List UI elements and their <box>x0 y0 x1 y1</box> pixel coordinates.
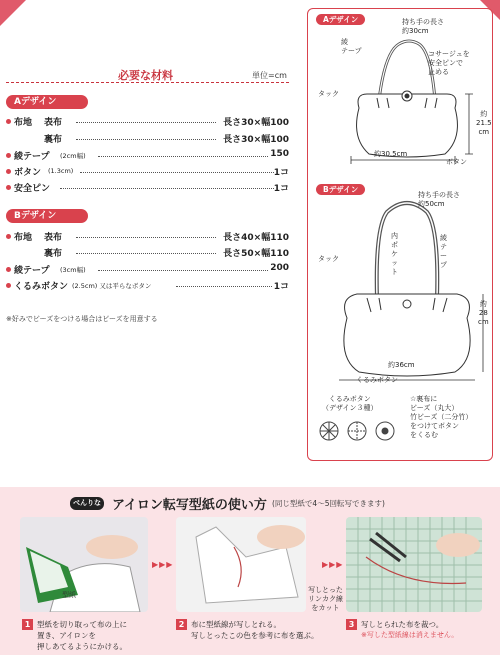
diagram-a-ribbon: 綾 テープ <box>341 38 362 55</box>
diagram-a-button: ボタン <box>446 158 467 166</box>
diagram-b-label: Bデザイン <box>316 184 365 195</box>
diagram-a-height: 約 21.5 cm <box>476 110 492 136</box>
bullet-icon <box>6 234 11 239</box>
material-row: 綾テープ (2cm幅) 150 <box>6 149 289 162</box>
material-row: 布地 表布 長さ40×幅110 <box>6 230 289 243</box>
step-3-note: ※写した型紙線は消えません。 <box>361 631 459 639</box>
materials-title: 必要な材料 <box>118 69 173 82</box>
title-rule <box>6 82 289 83</box>
diagram-a-handle: 持ち手の長さ 約30cm <box>402 18 444 35</box>
diagram-b-height: 約 28 cm <box>478 300 489 326</box>
material-row: 安全ピン 1コ <box>6 181 289 194</box>
material-row: 綾テープ (3cm幅) 200 <box>6 263 289 276</box>
arrow-icon: ▶▶▶ <box>152 560 174 569</box>
diagram-b-tuck: タック <box>318 255 339 263</box>
step-number: 3 <box>346 619 357 630</box>
tip-title: アイロン転写型紙の使い方 <box>112 498 267 513</box>
bullet-icon <box>6 283 11 288</box>
step-number: 2 <box>176 619 187 630</box>
material-row: 裏布 長さ50×幅110 <box>44 249 289 259</box>
bead-note: ☆裏布に ビーズ（丸大） 竹ビーズ（二分竹） をつけてボタン をくるむ <box>410 395 473 439</box>
step-text: 型紙を切り取って布の上に 置き、アイロンを 押しあてるようにかける。 <box>37 620 127 651</box>
photo-label: 型紙 <box>62 591 76 599</box>
bullet-icon <box>6 267 11 272</box>
material-row: 裏布 長さ30×幅100 <box>44 135 289 145</box>
design-a-header: Aデザイン <box>6 95 88 109</box>
diagram-b-handle: 持ち手の長さ 約50cm <box>418 191 460 208</box>
diagram-b-width: 約36cm <box>388 361 415 369</box>
diagram-a-corsage: コサージュを 安全ピンで 止める <box>428 50 470 76</box>
bullet-icon <box>6 119 11 124</box>
diagram-a-width: 約30.5cm <box>374 150 408 158</box>
footnote: ※好みでビーズをつける場合はビーズを用意する <box>6 315 158 323</box>
tip-subtitle: (同じ型紙で4〜5回転写できます) <box>272 499 385 508</box>
unit-note: 単位=cm <box>252 71 287 80</box>
diagram-b-ribbon: 綾 テ ー プ <box>440 234 447 269</box>
arrow-icon: ▶▶▶ <box>322 560 344 569</box>
diagram-b-inner-pocket: 内 ポ ケ ッ ト <box>391 232 398 276</box>
diagram-a-label: Aデザイン <box>316 14 365 25</box>
diagram-a-tuck: タック <box>318 90 339 98</box>
bullet-icon <box>6 153 11 158</box>
material-row: ボタン (1.3cm) 1コ <box>6 165 289 178</box>
diagram-b-button: くるみボタン <box>356 376 398 384</box>
bag-b-drawing <box>339 203 483 380</box>
tip-badge: べんりな <box>70 497 104 510</box>
material-row: 布地 表布 長さ30×幅100 <box>6 115 289 128</box>
step1-photo <box>20 517 148 612</box>
step2-annotation: 写しとった リンカク線 をカット <box>308 586 343 612</box>
step-text: 写しとられた布を裁つ。 <box>361 620 444 629</box>
step-number: 1 <box>22 619 33 630</box>
page-corner-mark <box>0 0 26 26</box>
bullet-icon <box>6 169 11 174</box>
step2-photo <box>176 517 306 612</box>
step-text: 布に型紙線が写しとれる。 写しとったこの色を参考に布を選ぶ。 <box>191 620 319 640</box>
design-b-header: Bデザイン <box>6 209 88 223</box>
bullet-icon <box>6 185 11 190</box>
material-row: くるみボタン (2.5cm) 又は平らなボタン 1コ <box>6 279 289 292</box>
button-samples <box>320 422 394 440</box>
button-design-note: くるみボタン （デザイン３種） <box>322 395 378 412</box>
step3-photo <box>346 517 482 612</box>
